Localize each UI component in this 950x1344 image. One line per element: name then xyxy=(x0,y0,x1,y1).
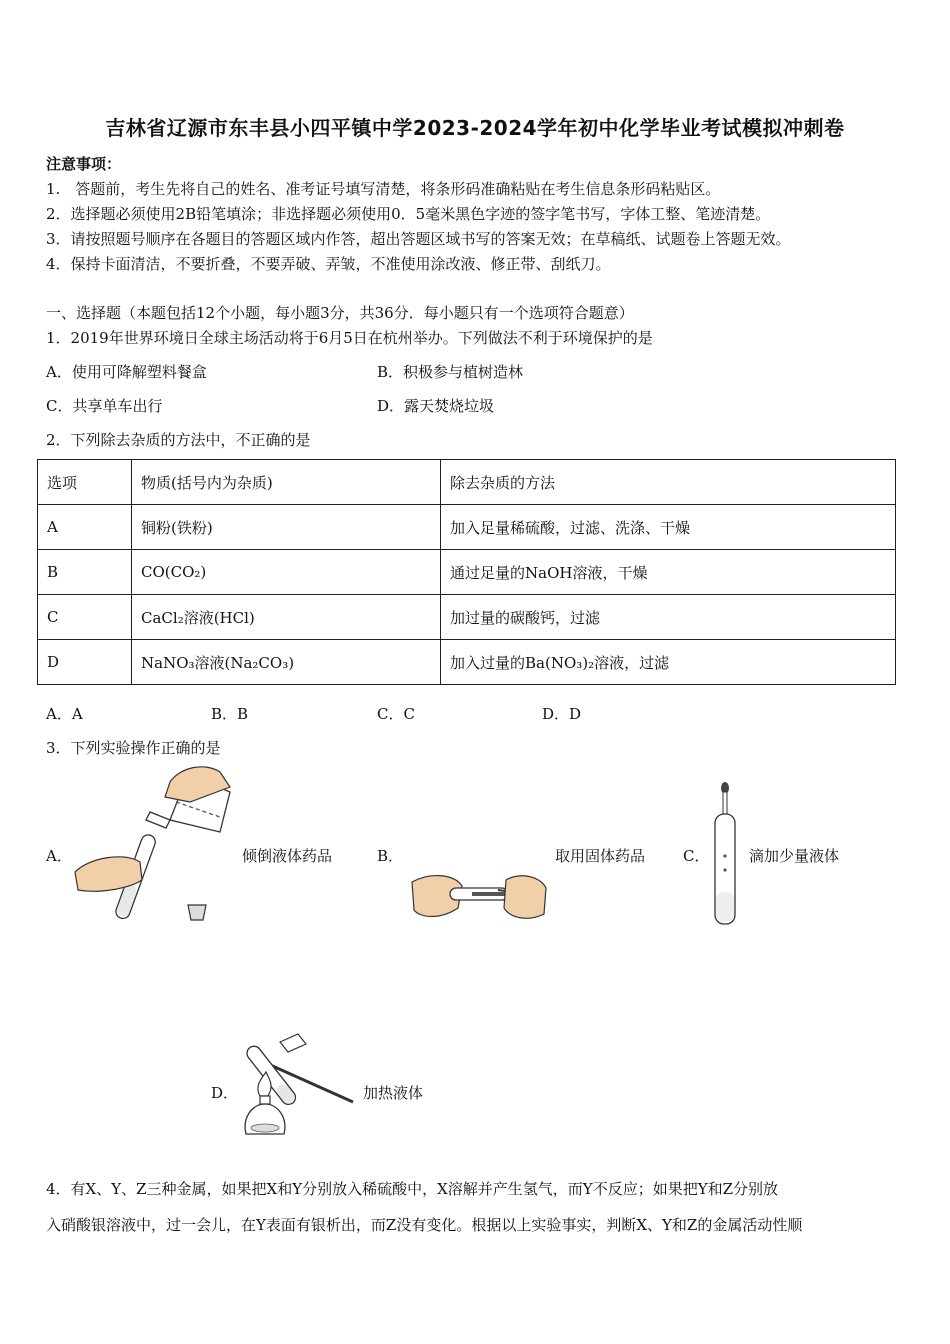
q3-option-c-letter: C． xyxy=(683,847,710,865)
q1-option-a: A．使用可降解塑料餐盒 xyxy=(46,363,207,381)
notice-item: 3．请按照题号顺序在各题目的答题区域内作答，超出答题区域书写的答案无效；在草稿纸、试题卷上答题无效。 xyxy=(46,230,791,248)
q1-option-b: B．积极参与植树造林 xyxy=(377,363,524,381)
q1-option-c: C．共享单车出行 xyxy=(46,397,163,415)
table-cell: CO(CO₂) xyxy=(132,550,441,595)
notice-item: 2．选择题必须使用2B铅笔填涂；非选择题必须使用0．5毫米黑色字迹的签字笔书写，字体工整、笔迹清楚。 xyxy=(46,205,771,223)
table-row xyxy=(38,595,896,640)
q2-option-a: A．A xyxy=(46,705,83,723)
table-cell: NaNO₃溶液(Na₂CO₃) xyxy=(132,640,441,685)
notice-item: 1. 答题前，考生先将自己的姓名、准考证号填写清楚，将条形码准确粘贴在考生信息条形码粘贴区。 xyxy=(46,180,721,198)
q3-stem: 3．下列实验操作正确的是 xyxy=(46,739,221,757)
q3-option-b-label: 取用固体药品 xyxy=(555,847,646,865)
q4-stem-line: 4．有X、Y、Z三种金属，如果把X和Y分别放入稀硫酸中，X溶解并产生氢气，而Y不反应；如果把Y和Z分别放 xyxy=(46,1180,779,1198)
table-row xyxy=(38,505,896,550)
table-cell: 铜粉(铁粉) xyxy=(132,505,441,550)
table-cell: C xyxy=(38,595,132,640)
table-header-row xyxy=(38,460,896,505)
notice-item: 4．保持卡面清洁，不要折叠，不要弄破、弄皱，不准使用涂改液、修正带、刮纸刀。 xyxy=(46,255,611,273)
q3-option-a-label: 倾倒液体药品 xyxy=(242,847,333,865)
table-cell: A xyxy=(38,505,132,550)
q3-option-a-letter: A． xyxy=(46,847,72,865)
table-header-cell: 除去杂质的方法 xyxy=(441,460,896,505)
section-heading: 一、选择题（本题包括12个小题，每小题3分，共36分．每小题只有一个选项符合题意） xyxy=(46,304,634,322)
q2-table xyxy=(37,459,896,685)
table-cell: CaCl₂溶液(HCl) xyxy=(132,595,441,640)
q2-option-c: C．C xyxy=(377,705,415,723)
q3-option-b-letter: B． xyxy=(377,847,404,865)
table-row xyxy=(38,640,896,685)
table-cell: B xyxy=(38,550,132,595)
q3-option-d-letter: D． xyxy=(211,1084,239,1102)
q3-option-c-label: 滴加少量液体 xyxy=(749,847,840,865)
heating-liquid-illustration xyxy=(238,1024,358,1140)
table-row xyxy=(38,550,896,595)
table-cell: 通过足量的NaOH溶液，干燥 xyxy=(441,550,896,595)
q2-option-d: D．D xyxy=(542,705,582,723)
notice-heading: 注意事项： xyxy=(46,155,122,173)
q1-stem: 1．2019年世界环境日全球主场活动将于6月5日在杭州举办。下列做法不利于环境保护的是 xyxy=(46,329,653,347)
table-header-cell: 物质(括号内为杂质) xyxy=(132,460,441,505)
table-header-cell: 选项 xyxy=(38,460,132,505)
pouring-liquid-illustration xyxy=(70,762,240,927)
q2-option-b: B．B xyxy=(211,705,249,723)
table-cell: 加过量的碳酸钙，过滤 xyxy=(441,595,896,640)
table-cell: D xyxy=(38,640,132,685)
q3-option-d-label: 加热液体 xyxy=(363,1084,424,1102)
q4-stem-line: 入硝酸银溶液中，过一会儿，在Y表面有银析出，而Z没有变化。根据以上实验事实，判断X、Y和Z的金属活动性顺 xyxy=(46,1216,803,1234)
page-title: 吉林省辽源市东丰县小四平镇中学2023-2024学年初中化学毕业考试模拟冲刺卷 xyxy=(105,116,845,140)
solid-reagent-illustration xyxy=(410,868,550,926)
table-cell: 加入足量稀硫酸，过滤、洗涤、干燥 xyxy=(441,505,896,550)
q1-option-d: D．露天焚烧垃圾 xyxy=(377,397,495,415)
dropper-illustration xyxy=(708,780,744,928)
q2-stem: 2．下列除去杂质的方法中，不正确的是 xyxy=(46,431,311,449)
table-cell: 加入过量的Ba(NO₃)₂溶液，过滤 xyxy=(441,640,896,685)
